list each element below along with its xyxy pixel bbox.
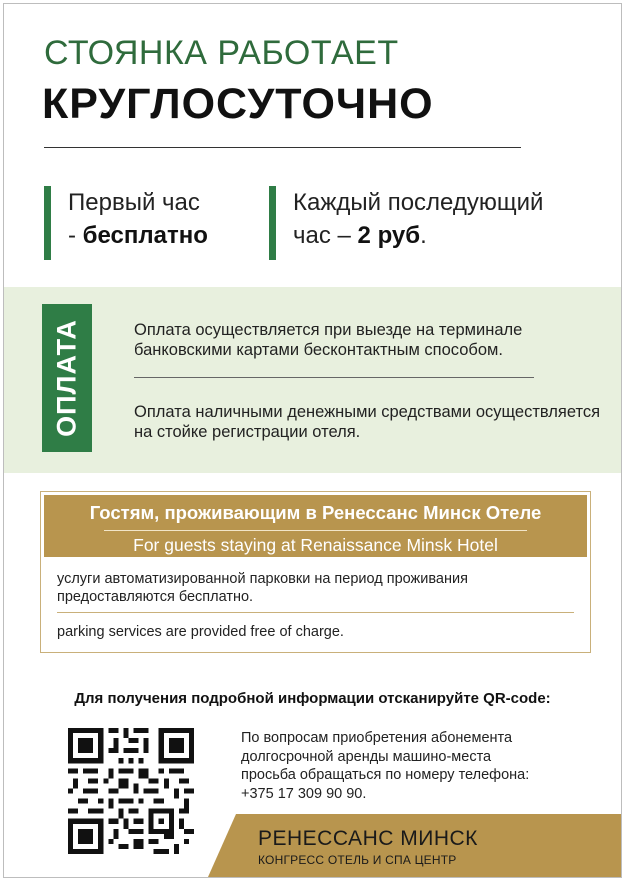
payment-tag-label: ОПЛАТА (51, 319, 82, 437)
next-hour-value: 2 руб (357, 222, 421, 249)
payment-divider (134, 377, 534, 378)
payment-card-text: Оплата осуществляется при выезде на терминале банковскими картами бесконтактным способом. (134, 321, 523, 359)
next-hour-label: Каждый последующий (293, 189, 544, 216)
payment-tag (42, 304, 92, 452)
guest-heading-en: For guests staying at Renaissance Minsk Hotel (133, 535, 498, 555)
guest-heading-ru: Гостям, проживающим в Ренессанс Минск Отеле (89, 502, 542, 523)
next-hour-suffix: . (420, 222, 427, 249)
guest-parking-box (40, 491, 591, 653)
price-first-hour (44, 186, 244, 260)
payment-cash-text: Оплата наличными денежными средствами осуществляется на стойке регистрации отеля. (134, 403, 601, 441)
guest-text-ru: услуги автоматизированной парковки на период проживания предоставляются бесплатно. (57, 571, 468, 605)
contact-line-3: просьба обращаться по номеру телефона: (241, 767, 530, 783)
guest-text-divider (57, 612, 574, 613)
brand-subtitle: КОНГРЕСС ОТЕЛЬ И СПА ЦЕНТР (258, 853, 457, 867)
contact-phone[interactable]: +375 17 309 90 90. (241, 785, 367, 802)
next-hour-prefix: час – (293, 222, 358, 249)
brand-name: РЕНЕССАНС МИНСК (258, 827, 478, 850)
first-hour-value-line (68, 219, 244, 252)
contact-line-2: долгосрочной аренды машино-места (241, 748, 492, 765)
guest-heading-band (44, 495, 587, 557)
guest-heading-divider (104, 530, 527, 531)
guest-text-en: parking services are provided free of charge. (57, 624, 344, 640)
title-divider (44, 147, 521, 148)
title-line-2: КРУГЛОСУТОЧНО (42, 80, 434, 128)
contact-line-1: По вопросам приобретения абонемента (241, 730, 513, 746)
contact-info (241, 729, 581, 803)
title-line-1: СТОЯНКА РАБОТАЕТ (44, 34, 399, 72)
payment-section (4, 287, 621, 473)
first-hour-value: бесплатно (82, 222, 208, 249)
first-hour-prefix: - (68, 222, 83, 249)
price-next-hour (269, 186, 599, 260)
first-hour-label: Первый час (68, 189, 200, 216)
qr-heading: Для получения подробной информации отсканируйте QR-code: (74, 690, 551, 707)
parking-poster (3, 3, 622, 878)
next-hour-value-line (293, 219, 599, 252)
brand-banner (4, 814, 621, 877)
